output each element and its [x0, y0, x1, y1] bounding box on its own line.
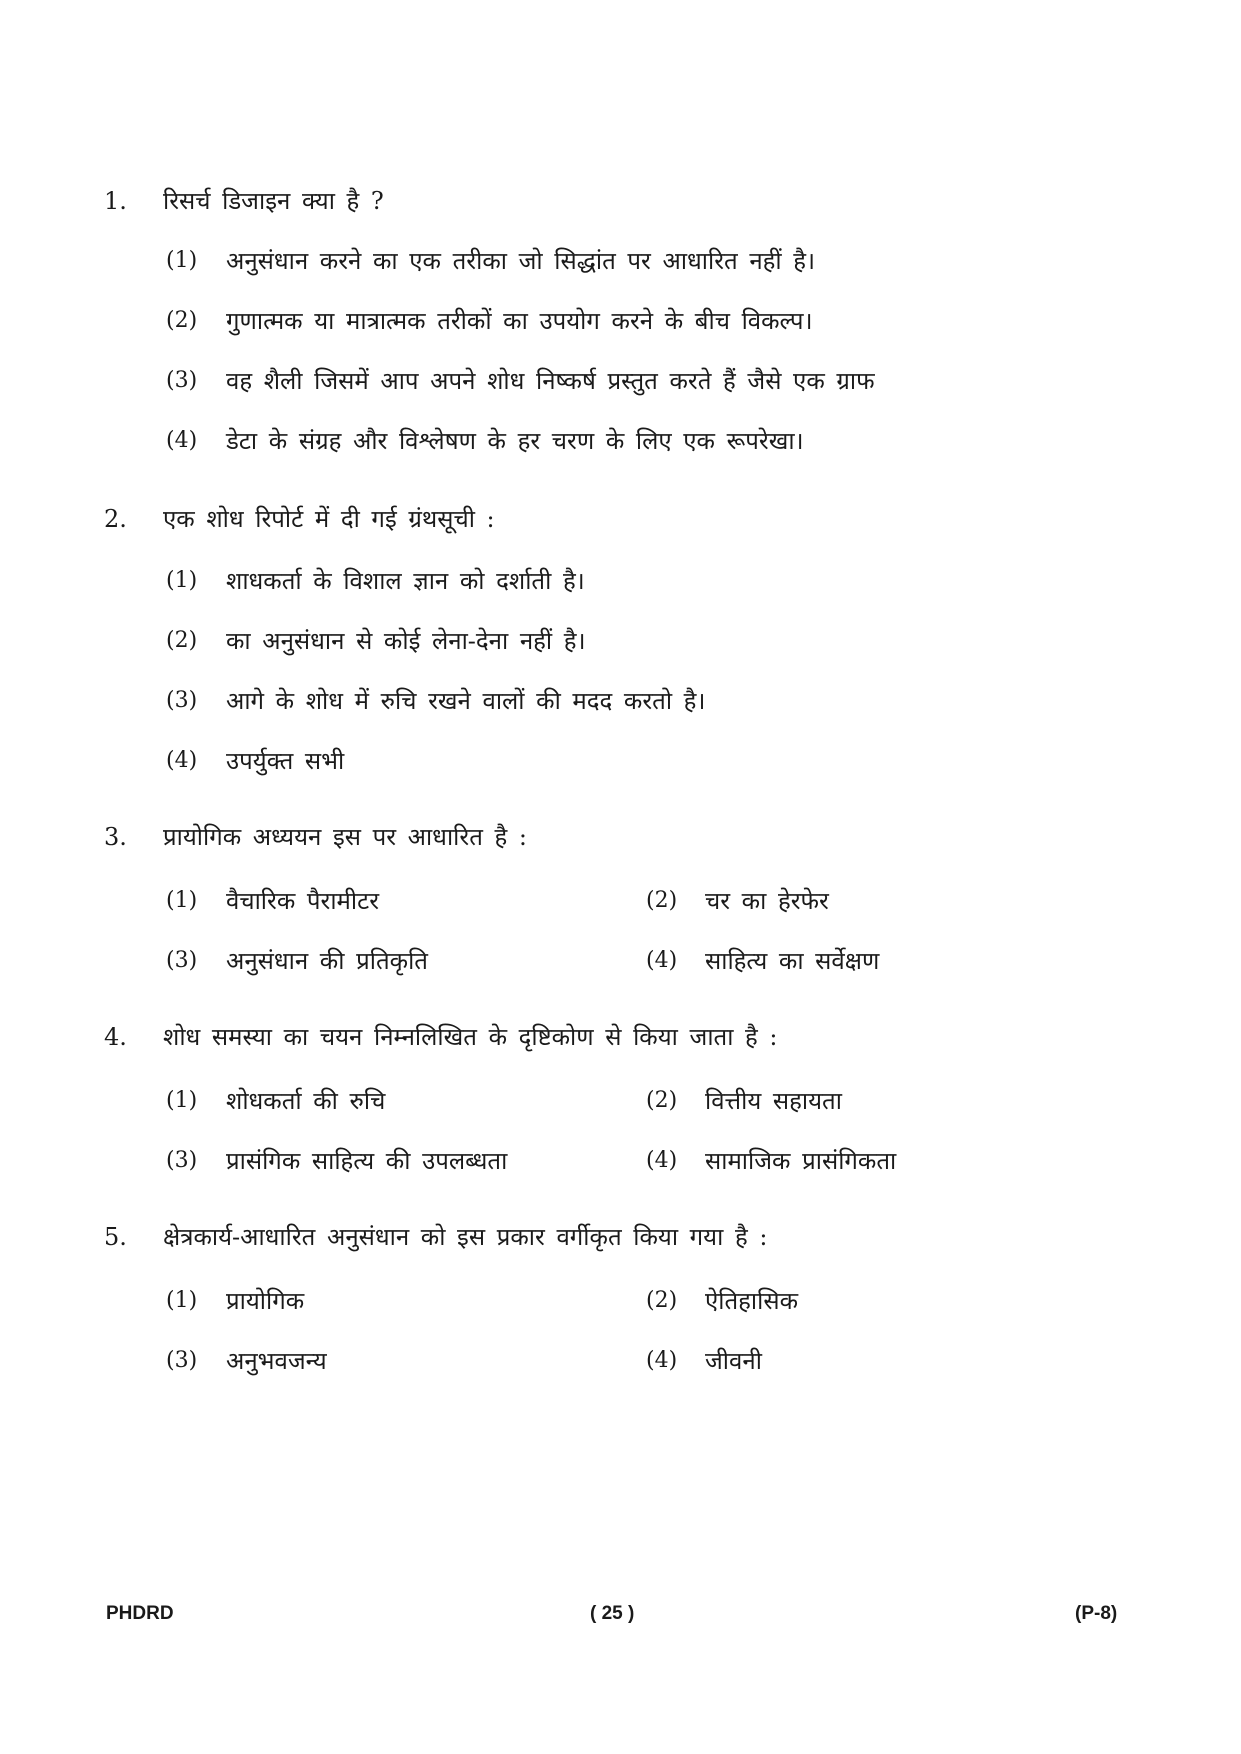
question-2-option-2-text: का अनुसंधान से कोई लेना-देना नहीं है। — [226, 627, 586, 655]
question-5-option-4-label: (4) — [646, 1348, 678, 1373]
question-2-option-3-text: आगे के शोध में रुचि रखने वालों की मदद करतो है। — [226, 687, 706, 715]
question-5-option-3-label: (3) — [166, 1348, 198, 1373]
question-1-option-2-label: (2) — [166, 308, 198, 333]
question-4-option-3-label: (3) — [166, 1148, 198, 1173]
question-1-option-4-text: डेटा के संग्रह और विश्लेषण के हर चरण के लिए एक रूपरेखा। — [226, 427, 804, 455]
question-2-option-2-label: (2) — [166, 628, 198, 653]
question-5-option-2-label: (2) — [646, 1288, 678, 1313]
question-3-option-3-text: अनुसंधान की प्रतिकृति — [226, 947, 428, 975]
question-3-option-4-label: (4) — [646, 948, 678, 973]
question-2-option-3-label: (3) — [166, 688, 198, 713]
question-2-number: 2. — [104, 505, 127, 533]
question-2-option-4-label: (4) — [166, 748, 198, 773]
question-5-option-1-text: प्रायोगिक — [226, 1287, 305, 1315]
question-2-text: एक शोध रिपोर्ट में दी गई ग्रंथसूची : — [163, 505, 495, 533]
question-3-option-4-text: साहित्य का सर्वेक्षण — [705, 947, 880, 975]
question-5-text: क्षेत्रकार्य-आधारित अनुसंधान को इस प्रकार वर्गीकृत किया गया है : — [163, 1223, 768, 1251]
question-4-option-1-text: शोधकर्ता की रुचि — [226, 1087, 386, 1115]
question-3-option-1-text: वैचारिक पैरामीटर — [226, 887, 380, 915]
question-3-option-2-label: (2) — [646, 888, 678, 913]
question-4-option-4-text: सामाजिक प्रासंगिकता — [705, 1147, 897, 1175]
question-1-option-4-label: (4) — [166, 428, 198, 453]
footer-paper-code: PHDRD — [106, 1603, 174, 1624]
question-5-option-2-text: ऐतिहासिक — [705, 1287, 798, 1315]
question-4-option-1-label: (1) — [166, 1088, 198, 1113]
question-2-option-1-label: (1) — [166, 568, 198, 593]
footer-page-number: ( 25 ) — [590, 1603, 635, 1624]
question-1-number: 1. — [104, 187, 127, 215]
question-1-option-1-text: अनुसंधान करने का एक तरीका जो सिद्धांत पर आधारित नहीं है। — [226, 247, 816, 275]
question-2-option-1-text: शाधकर्ता के विशाल ज्ञान को दर्शाती है। — [226, 567, 585, 595]
question-1-option-2-text: गुणात्मक या मात्रात्मक तरीकों का उपयोग करने के बीच विकल्प। — [226, 307, 813, 335]
question-5-option-3-text: अनुभवजन्य — [226, 1347, 327, 1375]
question-4-number: 4. — [104, 1023, 127, 1051]
question-1-text: रिसर्च डिजाइन क्या है ? — [163, 187, 384, 215]
question-4-option-2-label: (2) — [646, 1088, 678, 1113]
question-3-number: 3. — [104, 823, 127, 851]
question-4-option-4-label: (4) — [646, 1148, 678, 1173]
question-1-option-1-label: (1) — [166, 248, 198, 273]
question-3-option-2-text: चर का हेरफेर — [705, 887, 829, 915]
question-5-option-1-label: (1) — [166, 1288, 198, 1313]
question-4-text: शोध समस्या का चयन निम्नलिखित के दृष्टिकोण से किया जाता है : — [163, 1023, 778, 1051]
question-3-option-1-label: (1) — [166, 888, 198, 913]
question-4-option-3-text: प्रासंगिक साहित्य की उपलब्धता — [226, 1147, 508, 1175]
question-3-option-3-label: (3) — [166, 948, 198, 973]
question-4-option-2-text: वित्तीय सहायता — [705, 1087, 842, 1115]
question-2-option-4-text: उपर्युक्त सभी — [226, 747, 345, 775]
question-5-option-4-text: जीवनी — [705, 1347, 762, 1375]
question-5-number: 5. — [104, 1223, 127, 1251]
question-1-option-3-text: वह शैली जिसमें आप अपने शोध निष्कर्ष प्रस्तुत करते हैं जैसे एक ग्राफ — [226, 367, 875, 395]
question-1-option-3-label: (3) — [166, 368, 198, 393]
question-3-text: प्रायोगिक अध्ययन इस पर आधारित है : — [163, 823, 527, 851]
footer-set-code: (P-8) — [1075, 1603, 1118, 1624]
